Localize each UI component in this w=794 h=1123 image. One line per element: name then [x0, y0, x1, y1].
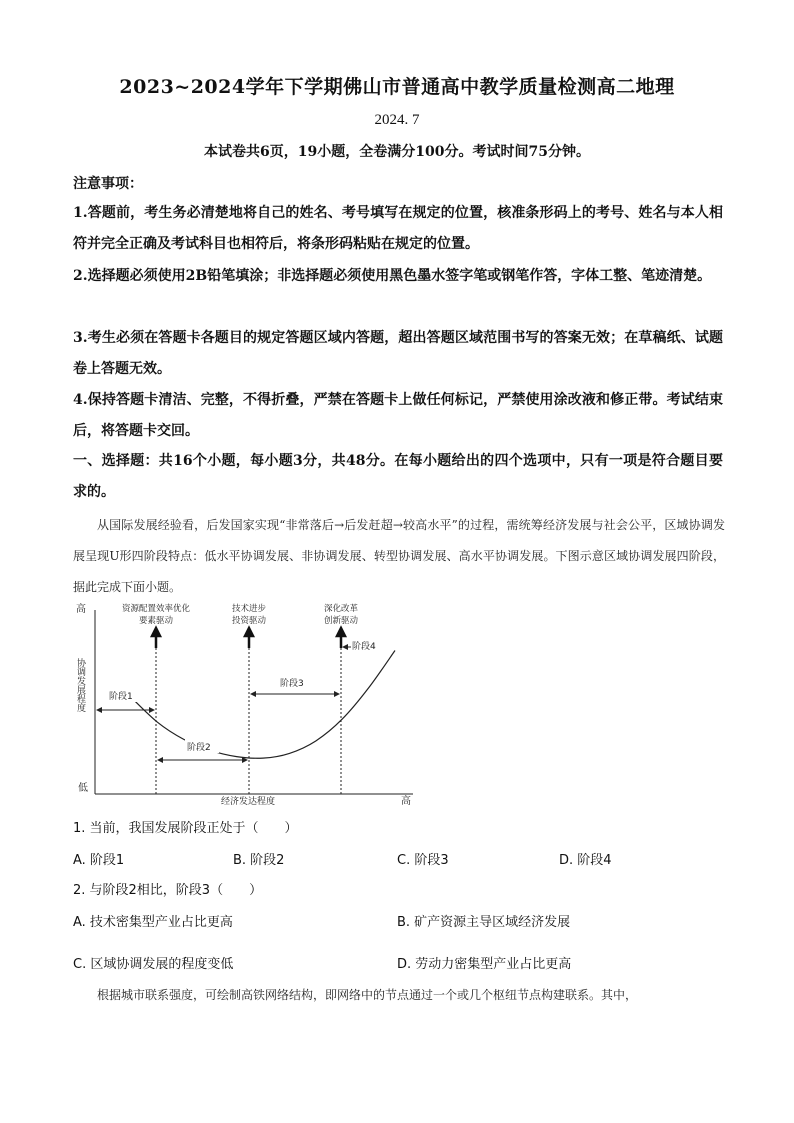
driver-1-line1: 资源配置效率优化 [121, 604, 191, 614]
y-low-label: 低 [78, 783, 88, 794]
x-high-label: 高 [401, 796, 411, 807]
driver-2-line2: 投资驱动 [231, 616, 267, 626]
notice-heading: 注意事项： [73, 176, 143, 192]
x-axis-label: 经济发达程度 [221, 797, 276, 807]
passage-2: 根据城市联系强度，可绘制高铁网络结构，即网络中的节点通过一个或几个枢纽节点构建联系。其中， [97, 988, 638, 1002]
notice-item-4: 4.保持答题卡清洁、完整，不得折叠，严禁在答题卡上做任何标记，严禁使用涂改液和修正带。考试结束后，将答题卡交回。 [73, 392, 723, 439]
stage-2-label: 阶段2 [187, 743, 211, 753]
u-curve [131, 651, 395, 759]
q2-option-c[interactable]: C. 区域协调发展的程度变低 [73, 957, 234, 972]
y-axis-label: 协调发展程度 [75, 658, 85, 712]
driver-3-line2: 创新驱动 [323, 616, 359, 626]
stage-3-label: 阶段3 [280, 679, 304, 689]
passage-1: 从国际发展经验看，后发国家实现“非常落后→后发赶超→较高水平”的过程，需统筹经济发展与社会公平，区域协调发展呈现U形四阶段特点：低水平协调发展、非协调发展、转型协调发展、高水平协调发展。下图示意区域协调发展四阶段，据此完成下面小题。 [73, 518, 725, 594]
section-heading: 一、选择题：共16个小题，每小题3分，共48分。在每小题给出的四个选项中，只有一项是符合题目要求的。 [73, 453, 723, 500]
driver-1-line2: 要素驱动 [138, 616, 174, 626]
y-high-label: 高 [76, 604, 86, 615]
q1-option-b[interactable]: B. 阶段2 [233, 853, 285, 868]
exam-intro: 本试卷共6页，19小题，全卷满分100分。考试时间75分钟。 [204, 144, 590, 160]
q1-option-c[interactable]: C. 阶段3 [397, 853, 449, 868]
notice-item-1: 1.答题前，考生务必清楚地将自己的姓名、考号填写在规定的位置，核准条形码上的考号、姓名与本人相符并完全正确及考试科目也相符后，将条形码粘贴在规定的位置。 [73, 205, 723, 252]
q1-option-a[interactable]: A. 阶段1 [73, 853, 125, 868]
driver-arrow-1 [152, 628, 160, 648]
q2-option-d[interactable]: D. 劳动力密集型产业占比更高 [397, 957, 572, 972]
exam-title: 2023~2024学年下学期佛山市普通高中教学质量检测高二地理 [119, 76, 675, 98]
driver-3-line1: 深化改革 [323, 604, 359, 614]
question-1-stem: 1. 当前，我国发展阶段正处于（ ） [73, 821, 298, 836]
q1-option-d[interactable]: D. 阶段4 [559, 853, 612, 868]
driver-arrow-2 [245, 628, 253, 648]
q2-option-b[interactable]: B. 矿产资源主导区域经济发展 [397, 915, 571, 930]
stage-4-label: 阶段4 [352, 642, 376, 652]
question-2-stem: 2. 与阶段2相比，阶段3（ ） [73, 883, 263, 898]
stage-chart [73, 598, 423, 808]
notice-item-2: 2.选择题必须使用2B铅笔填涂；非选择题必须使用黑色墨水签字笔或钢笔作答，字体工整、笔迹清楚。 [73, 268, 712, 284]
notice-item-3: 3.考生必须在答题卡各题目的规定答题区域内答题，超出答题区域范围书写的答案无效；在草稿纸、试题卷上答题无效。 [73, 330, 723, 377]
stage-1-label: 阶段1 [109, 692, 133, 702]
exam-date: 2024. 7 [374, 112, 420, 128]
q2-option-a[interactable]: A. 技术密集型产业占比更高 [73, 915, 233, 930]
driver-2-line1: 技术进步 [231, 604, 267, 614]
driver-arrow-3 [337, 628, 345, 648]
